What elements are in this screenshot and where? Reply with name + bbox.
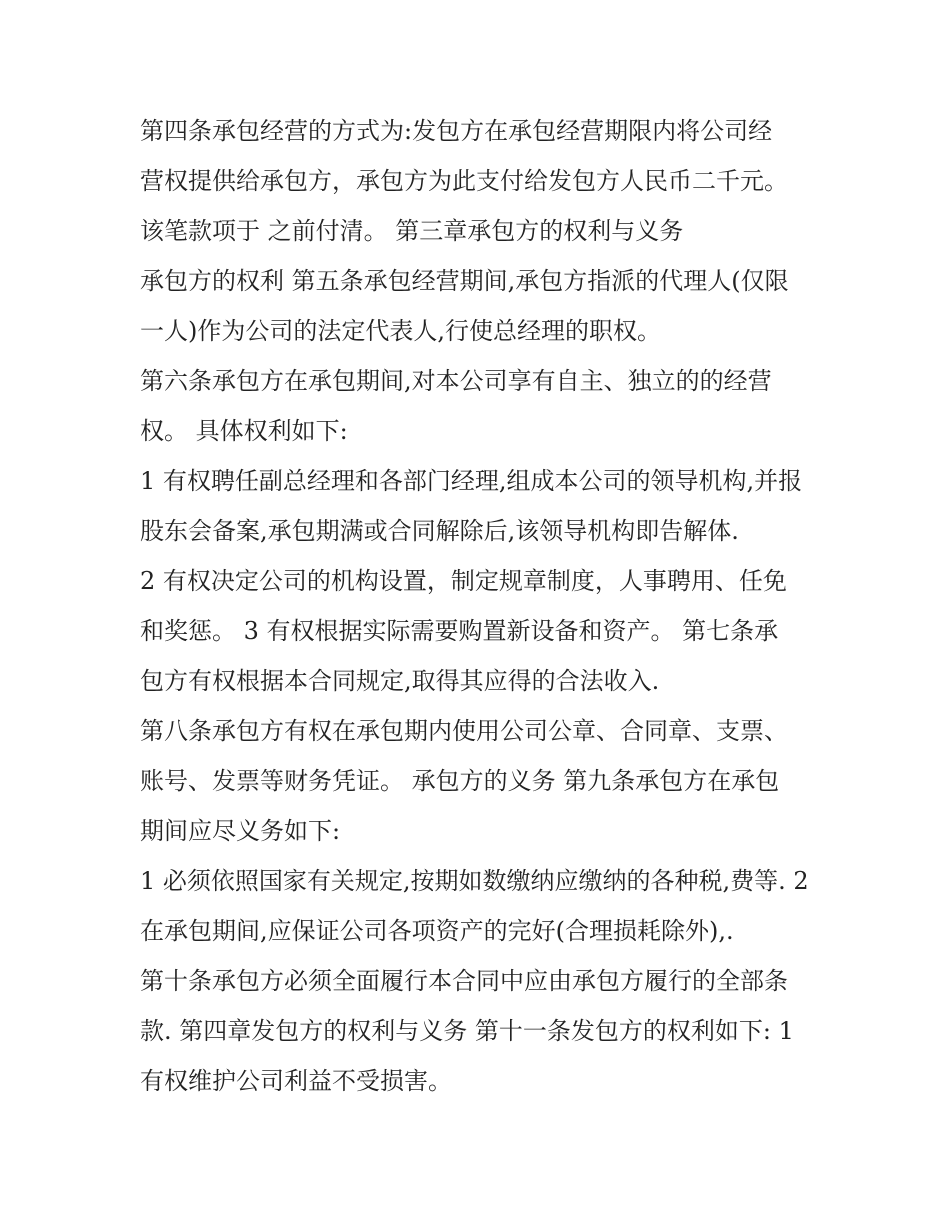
text-line-13: 第八条承包方有权在承包期内使用公司公章、合同章、支票、 [140,717,788,745]
text-line-8: 1 有权聘任副总经理和各部门经理,组成本公司的领导机构,并报 [140,467,803,495]
text-line-15: 期间应尽义务如下: [140,817,341,845]
text-line-19: 款. 第四章发包方的权利与义务 第十一条发包方的权利如下: 1 [140,1017,794,1045]
text-line-3: 该笔款项于 之前付清。 第三章承包方的权利与义务 [140,217,684,245]
text-line-20: 有权维护公司利益不受损害。 [140,1067,452,1095]
text-line-18: 第十条承包方必须全面履行本合同中应由承包方履行的全部条 [140,967,788,995]
contract-body-text [140,106,820,1106]
text-line-2: 营权提供给承包方，承包方为此支付给发包方人民币二千元。 [140,167,788,195]
text-line-12: 包方有权根据本合同规定,取得其应得的合法收入. [140,667,660,695]
text-line-4: 承包方的权利 第五条承包经营期间,承包方指派的代理人(仅限 [140,267,789,295]
text-line-7: 权。 具体权利如下: [140,417,348,445]
text-line-17: 在承包期间,应保证公司各项资产的完好(合理损耗除外),. [140,917,734,945]
text-line-9: 股东会备案,承包期满或合同解除后,该领导机构即告解体. [140,517,739,545]
text-line-11: 和奖惩。 3 有权根据实际需要购置新设备和资产。 第七条承 [140,617,779,645]
text-line-5: 一人)作为公司的法定代表人,行使总经理的职权。 [140,317,661,345]
text-line-16: 1 必须依照国家有关规定,按期如数缴纳应缴纳的各种税,费等. 2 [140,867,809,895]
text-line-14: 账号、发票等财务凭证。 承包方的义务 第九条承包方在承包 [140,767,780,795]
text-line-10: 2 有权决定公司的机构设置，制定规章制度，人事聘用、任免 [140,567,787,595]
text-line-6: 第六条承包方在承包期间,对本公司享有自主、独立的的经营 [140,367,772,395]
text-line-1: 第四条承包经营的方式为:发包方在承包经营期限内将公司经 [140,117,773,145]
